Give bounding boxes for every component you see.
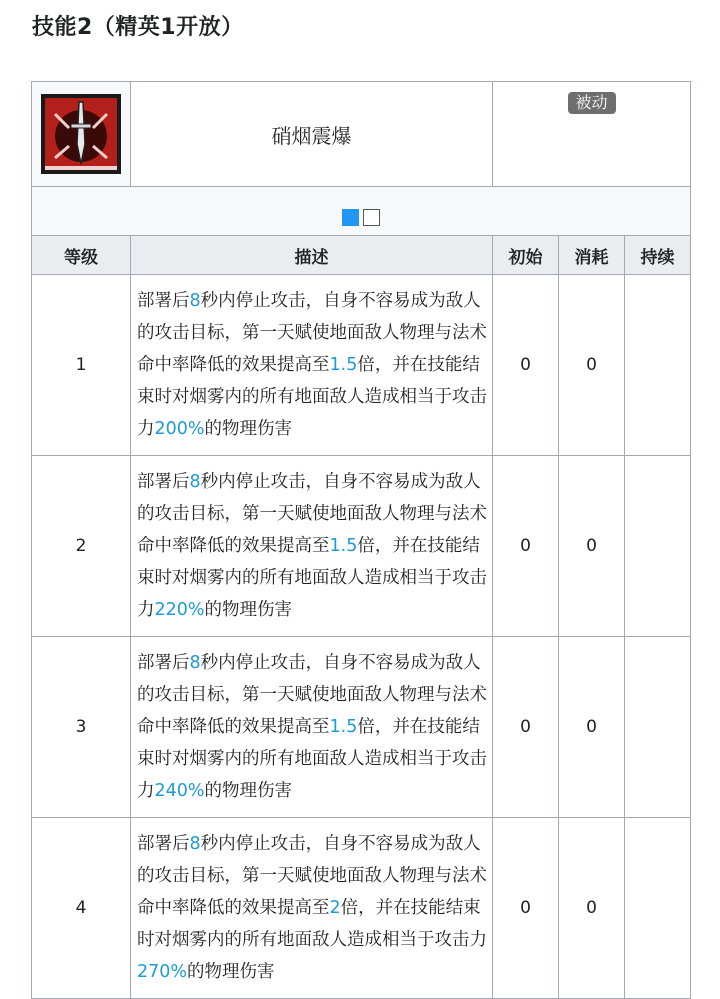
- skill-tag-cell: [493, 82, 691, 187]
- duration-cell: [625, 637, 691, 818]
- skill-icon-cell: [32, 82, 131, 187]
- initial-cell: 0: [493, 818, 559, 999]
- cost-cell: 0: [559, 456, 625, 637]
- level-cell: 2: [32, 456, 131, 637]
- skill-icon: [41, 94, 121, 174]
- page-title: 技能2（精英1开放）: [32, 15, 244, 40]
- table-row: [32, 456, 691, 637]
- cost-cell: 0: [559, 818, 625, 999]
- view-toggle-bar: [32, 187, 691, 236]
- skill-table: [31, 81, 691, 999]
- col-header-level: 等级: [32, 236, 131, 275]
- skill-type-badge: 被动: [568, 92, 616, 114]
- table-row: [32, 275, 691, 456]
- description-cell: 部署后8秒内停止攻击，自身不容易成为敌人的攻击目标，第一天赋使地面敌人物理与法术命中率降低的效果提高至1.5倍，并在技能结束时对烟雾内的所有地面敌人造成相当于攻击力240%的物理伤害: [131, 637, 493, 818]
- col-header-description: 描述: [131, 236, 493, 275]
- cost-cell: 0: [559, 275, 625, 456]
- level-cell: 1: [32, 275, 131, 456]
- duration-cell: [625, 456, 691, 637]
- initial-cell: 0: [493, 637, 559, 818]
- description-cell: 部署后8秒内停止攻击，自身不容易成为敌人的攻击目标，第一天赋使地面敌人物理与法术命中率降低的效果提高至2倍，并在技能结束时对烟雾内的所有地面敌人造成相当于攻击力270%的物理伤害: [131, 818, 493, 999]
- description-cell: 部署后8秒内停止攻击，自身不容易成为敌人的攻击目标，第一天赋使地面敌人物理与法术命中率降低的效果提高至1.5倍，并在技能结束时对烟雾内的所有地面敌人造成相当于攻击力200%的物理伤害: [131, 275, 493, 456]
- table-row: [32, 818, 691, 999]
- table-row: [32, 637, 691, 818]
- col-header-duration: 持续: [625, 236, 691, 275]
- col-header-cost: 消耗: [559, 236, 625, 275]
- view-toggle-2[interactable]: [363, 209, 380, 226]
- cost-cell: 0: [559, 637, 625, 818]
- level-cell: 3: [32, 637, 131, 818]
- skill-name: 硝烟震爆: [131, 82, 493, 187]
- view-toggle-1[interactable]: [342, 209, 359, 226]
- initial-cell: 0: [493, 275, 559, 456]
- description-cell: 部署后8秒内停止攻击，自身不容易成为敌人的攻击目标，第一天赋使地面敌人物理与法术命中率降低的效果提高至1.5倍，并在技能结束时对烟雾内的所有地面敌人造成相当于攻击力220%的物理伤害: [131, 456, 493, 637]
- col-header-initial: 初始: [493, 236, 559, 275]
- level-cell: 4: [32, 818, 131, 999]
- duration-cell: [625, 818, 691, 999]
- duration-cell: [625, 275, 691, 456]
- initial-cell: 0: [493, 456, 559, 637]
